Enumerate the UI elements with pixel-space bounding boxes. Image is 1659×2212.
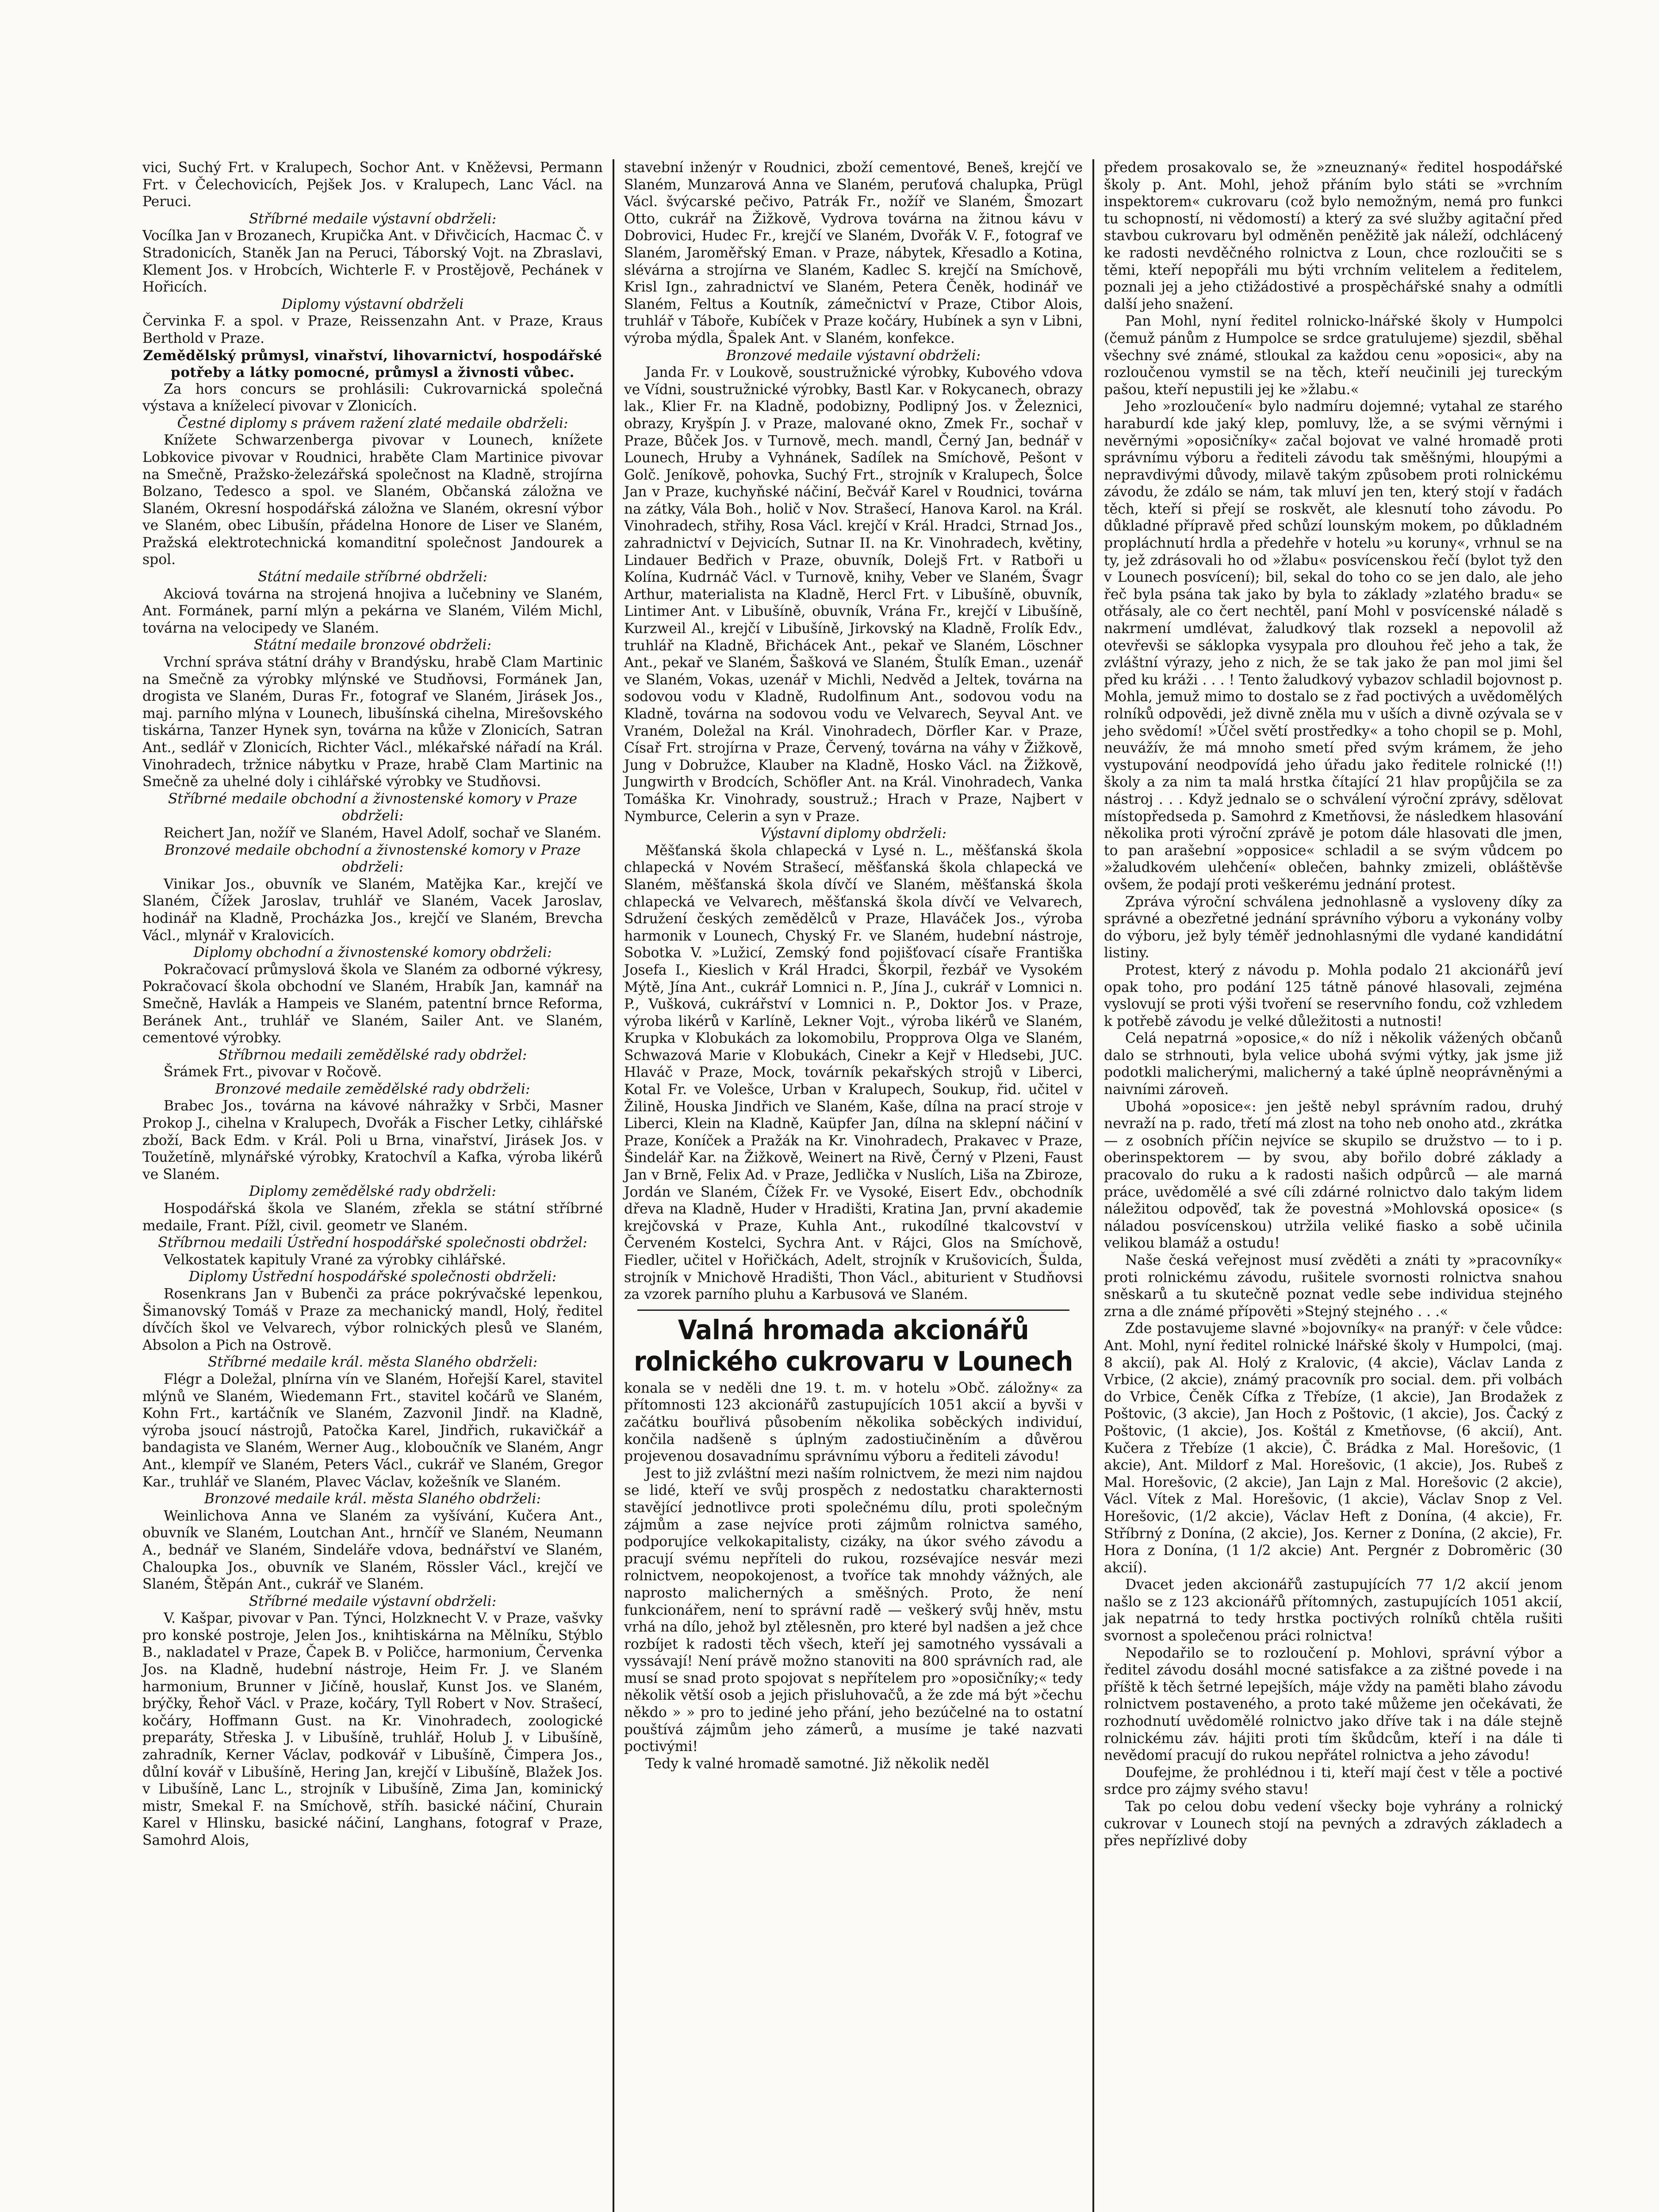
paragraph: Doufejme, že prohlédnou i ti, kteří mají čest v těle a poctivé srdce pro zájmy svého stavu! bbox=[1104, 1764, 1563, 1798]
paragraph: Protest, který z návodu p. Mohla podalo 21 akcionářů jeví opak toho, pro podání 125 tátně pánové hlasovali, zejména vyslovují se proti výši tvoření se reservního fondu, což vzhledem k potřebě závodu je velké důležitosti a nutnosti! bbox=[1104, 962, 1563, 1029]
paragraph: Vinikar Jos., obuvník ve Slaném, Matějka Kar., krejčí ve Slaném, Čížek Jaroslav, truhlář ve Slaném, Vacek Jaroslav, hodinář na Kladně, Procházka Jos., krejčí ve Slaném, Brevcha Václ., mlynář v Kralovicích. bbox=[142, 876, 603, 944]
paragraph: vici, Suchý Frt. v Kralupech, Sochor Ant. v Kněževsi, Permann Frt. v Čelechovicích, Pejšek Jos. v Kralupech, Lanc Václ. na Peruci. bbox=[142, 160, 603, 210]
paragraph: Šrámek Frt., pivovar v Ročově. bbox=[164, 1064, 382, 1080]
award-subheading: Stříbrnou medaili Ústřední hospodářské společnosti obdržel: bbox=[158, 1235, 587, 1251]
paragraph: Vrchní správa státní dráhy v Brandýsku, hrabě Clam Martinic na Smečně za výrobky mlýnské ve Studňovsi, Formánek Jan, drogista ve Slaném, Duras Fr., fotograf ve Slaném, Jirásek Jos., maj. parního mlýna v Lounech, libušínská cihelna, Mirešovského tiskárna, Tanzer Hynek syn, továrna na kůže v Zlonicích, Satran Ant., sedlář v Zlonicích, Richter Václ., mlékařské nářadí na Král. Vinohradech, tržnice nábytku v Praze, hrabě Clam Martinic na Smečně za uhelné doly i cihlářské výrobky ve Studňovsi. bbox=[142, 654, 603, 790]
award-subheading: Diplomy výstavní obdrželi bbox=[281, 296, 464, 312]
paragraph: Janda Fr. v Loukově, soustružnické výrobky, Kubového vdova ve Vídni, soustružnické výrobky, Bastl Kar. v Rokycanech, obrazy lak., Klier Fr. na Kladně, podobizny, Podlipný Jos. v Železnici, obrazy, Kryšpín J. v Praze, malované okno, Zmek Fr., sochař v Praze, Bůček Jos. v Turnově, mech. mandl, Černý Jan, bednář v Lounech, Hruby a Vyhnánek, Sadílek na Smíchově, Pešont v Golč. Jeníkově, pohovka, Suchý Frt., strojník v Kralupech, Šolce Jan v Praze, kuchyňské náčiní, Bečvář Karel v Roudnici, továrna na zátky, Vála Boh., holič v Nov. Strašecí, Hanova Karol. na Král. Vinohradech, střihy, Rosa Václ. krejčí v Král. Hradci, Strnad Jos., zahradnictví v Dejvicích, Sutnar II. na Kr. Vinohradech, květiny, Lindauer Bedřich v Praze, obuvník, Dolejš Frt. v Ratboři u Kolína, Kudrnáč Václ. v Turnově, knihy, Veber ve Slaném, Švagr Arthur, materialista na Kladně, Hercl Frt. v Libušíně, obuvník, Lintimer Ant. v Libušíně, obuvník, Vrána Fr., krejčí v Libušíně, Kurzweil Al., krejčí v Libušíně, Jirkovský na Kladně, Frolík Edv., truhlář na Kladně, Břichácek Ant., pekař ve Slaném, Löschner Ant., pekař ve Slaném, Šašková ve Slaném, Štulík Eman., uzenář ve Slaném, Vokas, uzenář v Michli, Nedvěd a Jeltek, továrna na sodovou vodu v Kladně, Rudolfinum Ant., sodovou vodu na Kladně, továrna na sodovou vodu ve Velvarech, Seyval Ant. ve Vraném, Doležal na Král. Vinohradech, Dörfler Kar. v Praze, Císař Frt. strojírna v Praze, Červený, továrna na váhy v Žižkově, Jung v Dobružce, Klauber na Kladně, Hosko Václ. na Žižkově, Jungwirth v Brodcích, Schöfler Ant. na Král. Vinohradech, Vanka Tomáška Kr. Vinohrady, soustruž.; Hrach v Praze, Najbert v Nymburce, Celerin a syn v Praze. bbox=[624, 365, 1083, 825]
paragraph: Zde postavujeme slavné »bojovníky« na pranýř: v čele vůdce: Ant. Mohl, nyní ředitel rolnické lnářské školy v Humpolci, (maj. 8 akcií), pak Al. Holý z Kralovic, (4 akcie), Václav Landa z Vrbice, (2 akcie), známý pracovník pro social. dem. při volbách do Vrbice, Čeněk Cífka z Třebíze, (1 akcie), Jan Brodažek z Poštovic, (3 akcie), Jan Hoch z Poštovic, (1 akcie), Jos. Čacký z Poštovic, (1 akcie), Jos. Koštál z Kmetňovse, (6 akcií), Ant. Kučera z Třebíze (1 akcie), Č. Brádka z Mal. Horešovic, (1 akcie), Ant. Mildorf z Mal. Horešovic, (1 akcie), Jos. Rubeš z Mal. Horešovic, (2 akcie), Jan Lajn z Mal. Horešovic (2 akcie), Václ. Vítek z Mal. Horešovic, (1 akcie), Václav Snop z Vel. Horešovic, (1/2 akcie), Václav Heft z Donína, (4 akcie), Fr. Stříbrný z Donína, (2 akcie), Jos. Kerner z Donína, (2 akcie), Fr. Hora z Donína, (1 1/2 akcie) Ant. Pergnér z Dobroměric (30 akcií). bbox=[1104, 1321, 1563, 1576]
award-subheading: Státní medaile bronzové obdrželi: bbox=[253, 637, 492, 653]
paragraph: Za hors concurs se prohlásili: Cukrovarnická společná výstava a kníželecí pivovar v Zlonicích. bbox=[142, 381, 603, 415]
paragraph: Akciová továrna na strojená hnojiva a lučebniny ve Slaném, Ant. Formánek, parní mlýn a pekárna ve Slaném, Vilém Michl, továrna na velocipedy ve Slaném. bbox=[142, 586, 603, 636]
award-subheading: Stříbrnou medaili zemědělské rady obdržel: bbox=[218, 1047, 527, 1063]
paragraph: Knížete Schwarzenberga pivovar v Lounech, knížete Lobkovice pivovar v Roudnici, hraběte Clam Martinice pivovar na Smečně, Pražsko-železářská společnost na Kladně, strojírna Bolzano, Tedesco a spol. ve Slaném, Občanská záložna ve Slaném, Okresní hospodářská záložna ve Slaném, okresní výbor ve Slaném, obec Libušín, přádelna Honore de Liser ve Slaném, Pražská elektrotechnická komanditní společnost Jandourek a spol. bbox=[142, 432, 603, 568]
award-subheading: Čestné diplomy s právem ražení zlaté medaile obdrželi: bbox=[177, 415, 568, 431]
award-subheading: Státní medaile stříbrné obdrželi: bbox=[258, 569, 487, 585]
paragraph: Reichert Jan, nožíř ve Slaném, Havel Adolf, sochař ve Slaném. bbox=[164, 825, 602, 841]
paragraph: Měšťanská škola chlapecká v Lysé n. L., měšťanská škola chlapecká v Novém Strašecí, měšťanská škola chlapecká ve Slaném, měšťanská škola dívčí ve Slaném, měšťanská škola chlapecká ve Velvarech, měšťanská škola dívčí ve Velvarech, Sdružení českých zemědělců v Praze, Hlaváček Jos., výroba harmonik v Lounech, Chyský Fr. ve Slaném, hudební nástroje, Sobotka V. »Lužicí, Zemský fond pojišťovací císaře Františka Josefa I., Kieslich v Král Hradci, Škorpil, řezbář ve Vysokém Mýtě, Jína Ant., cukrář Lomnici n. P., Jína J., cukrář v Lomnici n. P., Vušková, cukrářství v Lomnici n. P., Doktor Jos. v Praze, výroba likérů v Karlíně, Lekner Vojt., výroba likérů ve Slaném, Krupka v Klobukách za lokomobilu, Propprova Olga ve Slaném, Schwazová Marie v Klobukách, Cinekr a Kejř v Hledsebi, JUC. Hlaváč v Praze, Mock, továrník pekařských strojů v Liberci, Kotal Fr. ve Volešce, Urban v Kralupech, Soukup, řid. učitel v Žilině, Houska Jindřich ve Slaném, Kaše, dílna na prací stroje v Liberci, Klein na Kladně, Kaüpfer Jan, dílna na sklepní náčiní v Praze, Koníček a Pražák na Kr. Vinohradech, Prakavec v Praze, Šindelář Kar. na Žižkově, Weinert na Rivě, Černý v Plzeni, Faust Jan v Brně, Felix Ad. v Praze, Jedlička v Nuslích, Liša na Zbiroze, Jordán ve Slaném, Čížek Fr. ve Vysoké, Eisert Edv., obchodník dřeva na Kladně, Huder v Hradišti, Kratina Jan, první akademie krejčovská v Praze, Kuhla Ant., rukodílné tkalcovství v Červeném Kostelci, Sychra Ant. v Rájci, Glos na Smíchově, Fiedler, učitel v Hořičkách, Adelt, strojník v Krušovicích, Šulda, strojník v Mnichově Hradišti, Thon Václ., abiturient v Studňovsi za vzorek parního pluhu a Karbusová ve Slaném. bbox=[624, 842, 1083, 1303]
paragraph: předem prosakovalo se, že »zneuznaný« ředitel hospodářské školy p. Ant. Mohl, jehož přáním bylo státi se »vrchním inspektorem« cukrovaru (což bylo nemožným, nemá pro funkci tu schopností, ni vědomostí) a který za své služby agitační před stavbou cukrovaru byl odměněn peněžitě jak náleží, odchlácený ke radosti nevděčného rolnictva z Loun, chce rozloučiti se s těmi, kteří nepopřáli mu býti vrchním velitelem a ředitelem, poznali jej a jeho ctižádostivé a prospěchářské snahy a odmítli další jeho snažení. bbox=[1104, 160, 1563, 312]
paragraph: Tak po celou dobu vedení všecky boje vyhrány a rolnický cukrovar v Lounech stojí na pevných a zdravých základech a přes nepřízlivé doby bbox=[1104, 1799, 1563, 1849]
section-divider bbox=[637, 1310, 1069, 1311]
paragraph: Velkostatek kapituly Vrané za výrobky cihlářské. bbox=[164, 1252, 506, 1268]
paragraph: Rosenkrans Jan v Bubenči za práce pokrývačské lepenkou, Šimanovský Tomáš v Praze za mechanický mandl, Holý, ředitel dívčích škol ve Velvarech, výbor rolnických plesů ve Slaném, Absolon a Pich na Ostrově. bbox=[142, 1286, 603, 1353]
column-3 bbox=[1092, 159, 1572, 2212]
paragraph: Pan Mohl, nyní ředitel rolnicko-lnářské školy v Humpolci (čemuž pánům z Humpolce se srdce gratulujeme) sjezdil, sběhal všechny své známé, stloukal za každou cenu »oposici«, aby na rozloučenou vymstil se na těch, kteří neučinili jej tureckým pašou, kteří nepustili jej ke »žlabu.« bbox=[1104, 313, 1563, 398]
paragraph: Pokračovací průmyslová škola ve Slaném za odborné výkresy, Pokračovací škola obchodní ve Slaném, Hrabík Jan, kamnář na Smečně, Havlák a Hampeis ve Slaném, patentní brnce Reforma, Beránek Ant., truhlář ve Slaném, Sailer Ant. ve Slaném, cementové výrobky. bbox=[142, 961, 603, 1046]
award-subheading: Stříbrné medaile král. města Slaného obdrželi: bbox=[207, 1354, 538, 1371]
award-subheading: Diplomy Ústřední hospodářské společnosti obdrželi: bbox=[188, 1269, 557, 1285]
award-subheading: Diplomy zemědělské rady obdrželi: bbox=[249, 1183, 496, 1200]
paragraph: Vocílka Jan v Brozanech, Krupička Ant. v Dřivčicích, Hacmac Č. v Stradonicích, Staněk Jan na Peruci, Táborský Vojt. na Zbraslavi, Klement Jos. v Hrobcích, Wichterle F. v Prostějově, Pechánek v Hořicích. bbox=[142, 228, 603, 296]
paragraph: Celá nepatrná »oposice,« do níž i několik vážených občanů dalo se strhnouti, byla velice ubohá svými výtky, jak jsme již podotkli malicherými, malicherný a také úplně neoprávněnými a naivními zároveň. bbox=[1104, 1030, 1563, 1098]
paragraph: Dvacet jeden akcionářů zastupujících 77 1/2 akcií jenom našlo se z 123 akcionářů přítomných, zastupujících 1051 akcií, jak nepatrná to tedy hrstka poctivých rolníků chtěla rušiti svornost a společenou práci rolnictva! bbox=[1104, 1577, 1563, 1644]
paragraph: Jest to již zvláštní mezi naším rolnictvem, že mezi nim najdou se lidé, kteří ve svůj prospěch z nedostatku charakternosti stavějící jednotlivce proti společnému dílu, proti společným zájmům a zase nejvíce proti zájmům rolnictva samého, podporujíce velkokapitalisty, cizáky, na úkor svého závodu a pracují svému nepříteli do rukou, rozsévajíce nesvár mezi rolnictvem, neopokojenost, a tvoříce tak mnohdy vážných, ale naprosto malicherných a směšných. Proto, že není funkcionářem, není to správní radě — veškerý svůj hněv, mstu vrhá na dílo, jehož byl ztělesněn, pro které byl nadšen a jež chce rozbíjet k radosti těch všech, kteří jej samotného vyssávali a vyssávají! Není právě možno stanoviti na 800 správních rad, ale musí se snad proto spojovat s nepřítelem pro »oposičníky;« tedy několik větší osob a jejich přisluhovačů, a že zde má být »čechu někdo » » pro to jediné jeho přání, jeho bezúčelné na to ostatní pouštívá zájmům jeho zámerů, a musíme je také nazvati poctivými! bbox=[624, 1465, 1083, 1755]
award-subheading: Stříbrné medaile obchodní a živnostenské komory v Praze obdrželi: bbox=[168, 791, 578, 824]
paragraph: konala se v neděli dne 19. t. m. v hotelu »Obč. záložny« za přítomnosti 123 akcionářů zastupujících 1051 akcií a byvši v začátku bouřlivá působením několika soběckých individuí, končila nadšeně s úplným zadostiučiněním a důvěrou projevenou dosavadnímu správnímu výboru a řediteli závodu! bbox=[624, 1380, 1083, 1465]
paragraph: Naše česká veřejnost musí zvěděti a znáti ty »pracovníky« proti rolnickému závodu, rušitele svornosti rolnictva snahou sněskarů a tu skutečně poznat vedle sebe individua stejného zrna a dle známé přípověti »Stejný stejného . . .« bbox=[1104, 1252, 1563, 1320]
paragraph: Nepodařilo se to rozloučení p. Mohlovi, správní výbor a ředitel závodu dosáhl mocné satisfakce a za zištné povede i na příště k těch šetrné lepejších, máje vždy na paměti blaho závodu rolnictvem postaveného, a proto také můžeme jen očekávati, že rozhodnutí uvědomělé rolnictvo jako dříve tak i na dále stejně rolnickému záv. hájiti proti tím škůdcům, kteří i na dále ti nevědomí pracují do rukou nepřátel rolnictva a jeho závodu! bbox=[1104, 1645, 1563, 1764]
paragraph: Weinlichova Anna ve Slaném za vyšívání, Kučera Ant., obuvník ve Slaném, Loutchan Ant., hrnčíř ve Slaném, Neumann A., bednář ve Slaném, Sindeláře vdova, bednářství ve Slaném, Chaloupka Jos., obuvník ve Slaném, Rössler Václ., krejčí ve Slaném, Štěpán Ant., cukrář ve Slaném. bbox=[142, 1508, 603, 1593]
column-1 bbox=[133, 159, 613, 2212]
paragraph: Ubohá »oposice«: jen ještě nebyl správním radou, druhý nevraží na p. rado, třetí má zlost na toho neb onoho atd., zkrátka — z osobních příčin nejvíce se skupilo se družstvo — to i p. oberinspektorem — by svou, aby bořilo dobré základy a pracovalo do ruku a k radosti našich odpůrců — ale marná práce, uvědomělé a své cíli zdárné rolnictvo dalo takým lidem náležitou odpověď, tak že povestná »Mohlovská oposice« (s náladou posvícenskou) utržila veliké fiasko a sobě učinila velikou blamáž a ostudu! bbox=[1104, 1098, 1563, 1252]
paragraph: Flégr a Doležal, plnírna vín ve Slaném, Hořejší Karel, stavitel mlýnů ve Slaném, Wiedemann Frt., stavitel kočárů ve Slaném, Kohn Frt., kartáčník ve Slaném, Zazvonil Jindř. na Kladně, výroba jsoucí nástrojů, Patočka Karel, Jindřich, rukavičkář a bandagista ve Slaném, Werner Aug., kloboučník ve Slaném, Angr Ant., klempíř ve Slaném, Peters Václ., cukrář ve Slaném, Gregor Kar., truhlář ve Slaném, Plavec Václav, kožešník ve Slaném. bbox=[142, 1371, 603, 1490]
newspaper-page bbox=[133, 159, 1588, 2212]
column-2 bbox=[613, 159, 1092, 2212]
award-subheading: Diplomy obchodní a živnostenské komory obdrželi: bbox=[193, 945, 552, 961]
paragraph: Hospodářská škola ve Slaném, zřekla se státní stříbrné medaile, Frant. Pížl, civil. geometr ve Slaném. bbox=[142, 1201, 603, 1234]
article-headline: Valná hromada akcionářů rolnického cukrovaru v Lounech bbox=[634, 1314, 1073, 1377]
paragraph: V. Kašpar, pivovar v Pan. Týnci, Holzknecht V. v Praze, vašvky pro konské postroje, Jelen Jos., knihtiskárna na Mělníku, Stýblo B., nakladatel v Praze, Čapek B. v Poličce, harmonium, Červenka Jos. na Kladně, hudební nástroje, Heim Fr. J. ve Slaném harmonium, Brunner v Jičíně, houslař, Kunst Jos. ve Slaném, brýčky, Řehoř Václ. v Praze, kočáry, Tyll Robert v Nov. Strašecí, kočáry, Hoffmann Gust. na Kr. Vinohradech, zoologické preparáty, Střeska J. v Libušíně, truhlář, Holub J. v Libušíně, zahradník, Kerner Václav, podkovář v Libušíně, Čimpera Jos., důlní kovář v Libušíně, Hering Jan, krejčí v Libušíně, Blažek Jos. v Libušíně, Lanc L., strojník v Libušíně, Zima Jan, kominický mistr, Smekal F. na Smíchově, stříh. basické náčiní, Churain Karel v Hlinsku, basické náčiní, Langhans, fotograf v Praze, Samohrd Alois, bbox=[142, 1610, 603, 1848]
award-subheading: Bronzové medaile výstavní obdrželi: bbox=[726, 347, 981, 364]
paragraph: Tedy k valné hromadě samotné. Již několik neděl bbox=[645, 1755, 989, 1772]
paragraph: Jeho »rozloučení« bylo nadmíru dojemné; vytahal ze starého haraburdí kde jaký klep, pomluvy, lže, a se svými věrnými i nevěrnými »oposičníky« začal bojovat ve valné hromadě proti správnímu výboru a řediteli závodu tak směšnými, hloupými a nepravdivými důvody, milavě takým způsobem proti rolnickému závodu, že zdálo se nám, tak mluví jen ten, který stojí v řadách těch, kteří si přejí se roskvět, ale klesnutí toho závodu. Po důkladné přípravě před schůzí lounským mokem, po důkladném propláchnutí hrdla a předehře v hotelu »u koruny«, vrhnul se na ty, jež zdrásovali ho od »žlabu« posvícenskou řečí (bylot tyž den v Lounech posvícení); bil, sekal do toho co se jen dalo, ale jeho řeč byla psána tak jako by byla to základy »zlatého bradu« se otřásaly, ale co čert nechtěl, paní Mohl v posvícenské náladě s nakrmení umdlévat, žaludkový tlak rozsekl a nepovolil až otevřevši se sáklopka vysypala pro dlouhou řeč jeho a tak, že zvláštní výrazy, jeho z nich, že se tak jako že pan mol jimi šel před ku kráži . . . ! Tento žaludkový vybazov schladil bojovnost p. Mohla, jemuž mimo to dostalo se z řad poctivých a uvědomělých rolníků odpovědi, jež divně zněla mu v uších a divně ozývala se v jeho svědomí! »Účel světí prostředky« a toho chopil se p. Mohl, neuvážív, že má mnoho smetí před svým krámem, že jeho vystupování neodpovídá jeho úřadu jako ředitele rolnické (!!) školy a za nim ta malá hrstka čítající 21 hlav propůjčila se za nástroj . . . Když jednalo se o schválení výroční zprávy, sdělovat místopředseda p. Samohrd z Kmetňovsi, že následkem hlasování několika proti výroční zprávě je potom dále hlasovati dle jmen, to pan arašební »opposice« schladil a se svým vůdcem po »žaludkovém ulehčení« oblečen, bahnky zmizeli, obláštěvše ovšem, že podají proti veškerému jednání protest. bbox=[1104, 399, 1563, 893]
award-subheading: Stříbrné medaile výstavní obdrželi: bbox=[249, 1593, 497, 1609]
award-subheading: Stříbrné medaile výstavní obdrželi: bbox=[249, 211, 497, 227]
award-subheading: Bronzové medaile obchodní a živnostenské komory v Praze obdrželi: bbox=[164, 842, 581, 876]
paragraph: stavební inženýr v Roudnici, zboží cementové, Beneš, krejčí ve Slaném, Munzarová Anna ve Slaném, peruťová chalupka, Prügl Václ. švýcarské pečivo, Patrák Fr., nožíř ve Slaném, Šmozart Otto, cukrář na Žižkově, Vydrova továrna na žitnou kávu v Dobrovici, Hudec Fr., krejčí ve Slaném, Dvořák V. F., fotograf ve Slaném, Jaroměřský Eman. v Praze, nábytek, Křesadlo a Kotina, slévárna a strojírna ve Slaném, Kadlec S. krejčí na Smíchově, Krisl Ign., zahradnictví ve Slaném, Petera Čeněk, hodinář ve Slaném, Feltus a Koutník, zámečnictví v Praze, Ctibor Alois, truhlář v Táboře, Kubíček v Praze kočáry, Hubínek a syn v Libni, výroba mýdla, Špalek Ant. v Slaném, konfekce. bbox=[624, 160, 1083, 346]
paragraph: Brabec Jos., továrna na kávové náhražky v Srbči, Masner Prokop J., cihelna v Kralupech, Dvořák a Fischer Letky, cihlářské zboží, Back Edm. v Král. Poli u Brna, vinařství, Jirásek Jos. v Toužetíně, mlynářské výrobky, Kratochvíl a Kafka, výroba likérů ve Slaném. bbox=[142, 1098, 603, 1183]
award-subheading: Bronzové medaile král. města Slaného obdrželi: bbox=[204, 1491, 541, 1507]
section-heading: Zemědělský průmysl, vinařství, lihovarnictví, hospodářské potřeby a látky pomocné, průmysl a živnosti vůbec. bbox=[143, 347, 602, 380]
paragraph: Červinka F. a spol. v Praze, Reissenzahn Ant. v Praze, Kraus Berthold v Praze. bbox=[142, 313, 603, 346]
paragraph: Zpráva výroční schválena jednohlasně a vysloveny díky za správné a obezřetné jednání správního výboru a vykonány volby do výboru, jež byly téměř jednohlasnými dle vydané kandidátní listiny. bbox=[1104, 894, 1563, 961]
award-subheading: Výstavní diplomy obdrželi: bbox=[760, 826, 947, 842]
award-subheading: Bronzové medaile zemědělské rady obdrželi: bbox=[215, 1081, 530, 1097]
